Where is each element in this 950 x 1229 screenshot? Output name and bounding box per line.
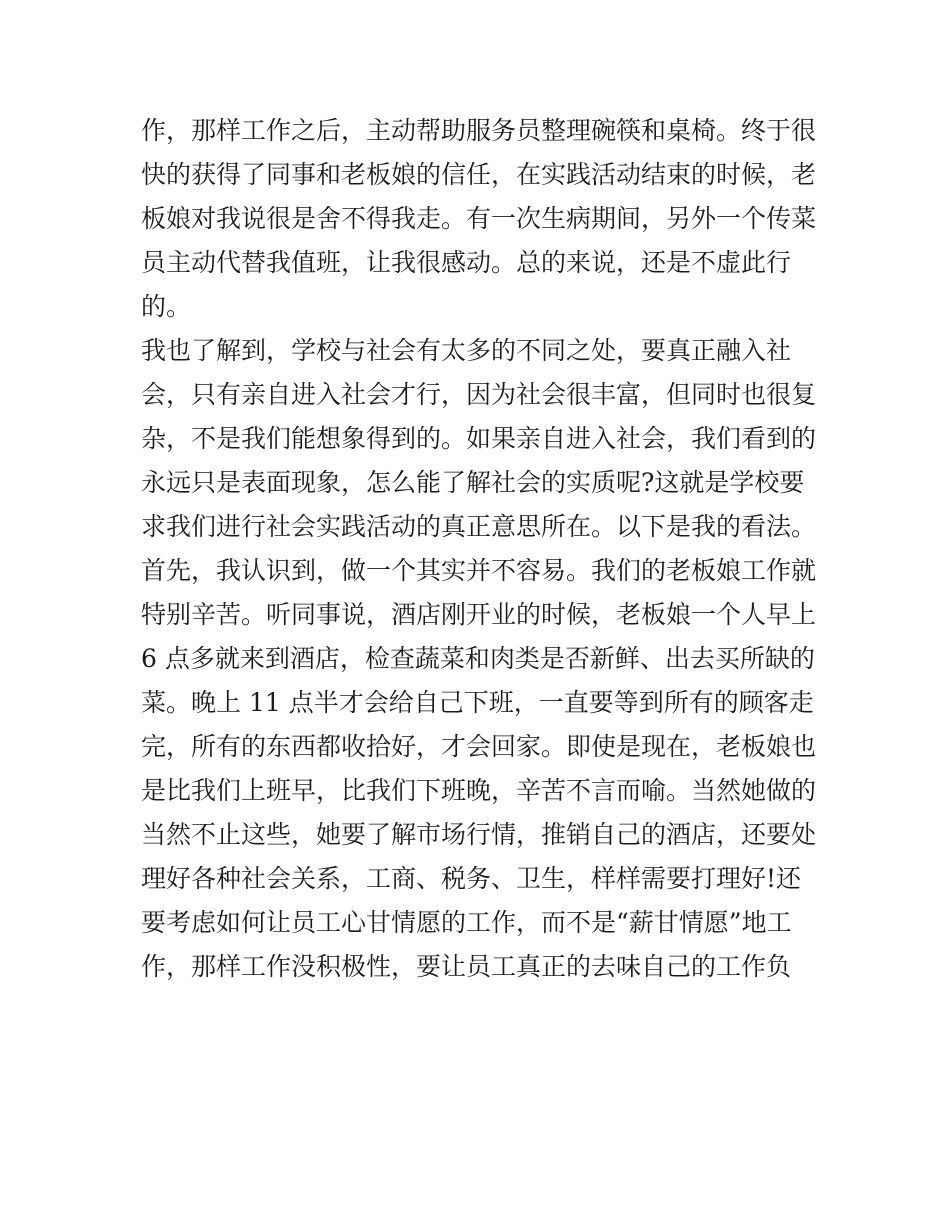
text-line: 求我们进行社会实践活动的真正意思所在。以下是我的看法。 xyxy=(141,512,817,541)
text-line: 板娘对我说很是舍不得我走。有一次生病期间，另外一个传菜 xyxy=(141,204,817,233)
text-line: 作，那样工作之后，主动帮助服务员整理碗筷和桌椅。终于很 xyxy=(141,116,817,145)
text-line: 我也了解到，学校与社会有太多的不同之处，要真正融入社 xyxy=(141,336,792,365)
text-line: 会，只有亲自进入社会才行，因为社会很丰富，但同时也很复 xyxy=(141,380,817,409)
text-line: 完，所有的东西都收拾好，才会回家。即使是现在，老板娘也 xyxy=(141,732,817,761)
text-line: 菜。晚上 11 点半才会给自己下班，一直要等到所有的顾客走 xyxy=(141,688,814,717)
text-line: 员主动代替我值班，让我很感动。总的来说，还是不虚此行 xyxy=(141,248,792,277)
text-line: 当然不止这些，她要了解市场行情，推销自己的酒店，还要处 xyxy=(141,820,817,849)
body-text xyxy=(141,109,821,989)
text-line: 永远只是表面现象，怎么能了解社会的实质呢?这就是学校要 xyxy=(141,468,805,497)
text-line: 作，那样工作没积极性，要让员工真正的去味自己的工作负 xyxy=(141,952,792,981)
text-line: 特别辛苦。听同事说，酒店刚开业的时候，老板娘一个人早上 xyxy=(141,600,817,629)
text-line: 的。 xyxy=(141,292,192,321)
text-line: 6 点多就来到酒店，检查蔬菜和肉类是否新鲜、出去买所缺的 xyxy=(141,644,815,673)
text-line: 是比我们上班早，比我们下班晚，辛苦不言而喻。当然她做的 xyxy=(141,776,817,805)
text-line: 首先，我认识到，做一个其实并不容易。我们的老板娘工作就 xyxy=(141,556,817,585)
text-line: 要考虑如何让员工心甘情愿的工作，而不是“薪甘情愿”地工 xyxy=(141,908,792,937)
text-line: 理好各种社会关系，工商、税务、卫生，样样需要打理好!还 xyxy=(141,864,802,893)
text-line: 杂，不是我们能想象得到的。如果亲自进入社会，我们看到的 xyxy=(141,424,817,453)
text-line: 快的获得了同事和老板娘的信任，在实践活动结束的时候，老 xyxy=(141,160,817,189)
